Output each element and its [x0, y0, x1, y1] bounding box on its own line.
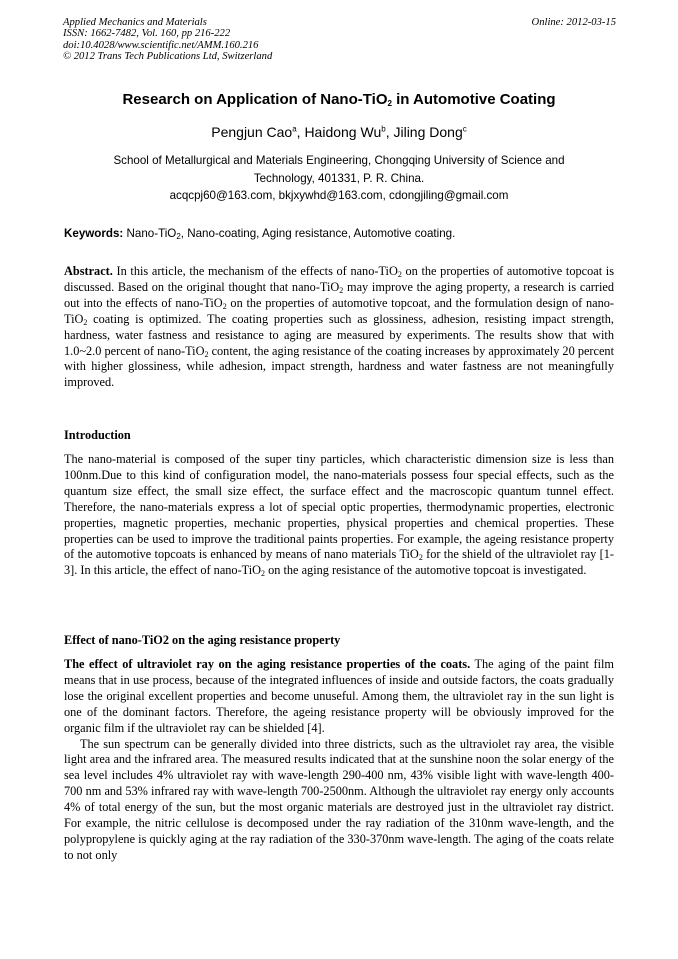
author-list: Pengjun Cao$^a$, Haidong Wu$^b$, Jiling Dong$^c$: [211, 124, 467, 140]
doi-line: doi:10.4028/www.scientific.net/AMM.160.216: [63, 39, 259, 51]
keywords-text: Nano-TiO: [123, 227, 177, 240]
keywords-subscript: 2: [176, 232, 181, 241]
section-heading-effect: Effect of nano-TiO2 on the aging resistance property: [64, 633, 341, 647]
affiliation-line: Technology, 401331, P. R. China.: [253, 171, 425, 185]
journal-name: Applied Mechanics and Materials: [63, 17, 207, 28]
introduction-body: [64, 452, 614, 579]
subscript: 2: [339, 285, 344, 295]
online-date: Online: 2012-03-15: [531, 17, 616, 28]
abstract: [64, 264, 614, 391]
title-text: Research on Application of Nano-TiO: [122, 91, 388, 108]
paragraph: The sun spectrum can be generally divided into three districts, such as the ultraviolet ray area, the visible light area and the infrared area. The measured results indicated that at the sunshine noon the solar energy of the sea level includes 4% ultraviolet ray with wave-length 290-400 nm, 43% visible light with wave-length 400-700 nm and 53% infrared ray with wave-length 700-2500nm. Although the ultraviolet ray energy only accounts 4% of total energy of the sun, but the most organic materials are destroyed just in the ultraviolet ray district. For example, the nitric cellulose is decomposed under the ray radiation of the 310nm wave-length, and the polypropylene is quickly aging at the ray radiation of the 330-370nm wave-length. The aging of the coats relate to not only: [64, 736, 614, 862]
abstract-text: on the properties of automotive topcoat, and the formulation design of nano-TiO: [64, 295, 614, 326]
subscript: 2: [397, 270, 402, 279]
author-emails: acqcpj60@163.com, bkjxywhd@163.com, cdongjiling@gmail.com: [169, 189, 509, 202]
affiliation-line: School of Metallurgical and Materials Engineering, Chongqing University of Science and: [113, 154, 565, 167]
title-text-end: in Automotive Coating: [391, 91, 556, 108]
author-name: Jiling Dong: [393, 124, 463, 140]
paragraph-text: The aging of the paint film means that in use process, because of the integrated influences of inside and outside factors, the coats gradually lose the original excellent properties and become unuseful. Among them, the ultraviolet ray in the sun light is one of the dominant factors. Therefore, the ageing resistance property will be obviously improved for the organic film if the ultraviolet ray can be shielded [4].: [64, 657, 614, 735]
journal-header: [63, 17, 272, 63]
keywords: [64, 227, 614, 240]
section-effect-body: [64, 657, 614, 864]
author-name: Pengjun Cao: [211, 124, 293, 140]
subscript: 2: [261, 569, 266, 579]
subscript: 2: [222, 301, 227, 311]
paragraph-text: on the aging resistance of the automotive topcoat is investigated.: [265, 563, 587, 578]
author-affil-mark: a: [292, 124, 297, 134]
paragraph-text: for the shield of the ultraviolet ray [1-3]. In this article, the effect of nano-TiO: [64, 547, 614, 578]
keywords-label: Keywords:: [64, 227, 124, 240]
author-name: Haidong Wu: [304, 124, 382, 140]
keywords-text-end: , Nano-coating, Aging resistance, Automotive coating.: [180, 227, 456, 240]
subscript: 2: [418, 553, 423, 563]
run-in-heading: The effect of ultraviolet ray on the aging resistance properties of the coats.: [64, 657, 471, 671]
copyright-line: © 2012 Trans Tech Publications Ltd, Switzerland: [63, 51, 273, 63]
title-subscript: 2: [387, 99, 392, 108]
paragraph-text: The nano-material is composed of the super tiny particles, which characteristic dimension size is less than 100nm.Due to this kind of configuration model, the nano-materials possess four special effects, such as the quantum size effect, the small size effect, the surface effect and the macroscopic quantum tunnel effect. Therefore, the nano-materials express a lot of special optic properties, thermodynamic properties, electronic properties, magnetic properties, mechanic properties, physical properties and chemical properties. These properties can be used to improve the traditional paints properties. For example, the ageing resistance property of the automotive topcoats is enhanced by means of nano materials TiO: [64, 452, 614, 562]
subscript: 2: [83, 317, 88, 327]
abstract-text: In this article, the mechanism of the effects of nano-TiO: [112, 264, 398, 278]
paper-title: [0, 91, 678, 108]
issn-line: ISSN: 1662-7482, Vol. 160, pp 216-222: [63, 28, 231, 40]
abstract-text: content, the aging resistance of the coating increases by approximately 20 percent with higher glossiness, while adhesion, impact strength, hardness and water fastness are not meaningfully improved.: [64, 343, 615, 390]
affiliation: [86, 152, 592, 205]
subscript: 2: [204, 349, 209, 359]
abstract-label: Abstract.: [64, 264, 113, 278]
author-affil-mark: c: [462, 124, 467, 134]
abstract-text: may improve the aging property, a research is carried out into the effects of nano-TiO: [64, 279, 614, 310]
section-heading-introduction: Introduction: [64, 428, 131, 442]
author-affil-mark: b: [381, 124, 386, 134]
abstract-text: coating is optimized. The coating properties such as glossiness, adhesion, resisting impact strength, hardness, water fastness and resistance to aging are measured by experiments. The results show that with 1.0~2.0 percent of nano-TiO: [64, 311, 614, 358]
abstract-text: on the properties of automotive topcoat is discussed. Based on the original thought that nano-TiO: [64, 264, 614, 294]
